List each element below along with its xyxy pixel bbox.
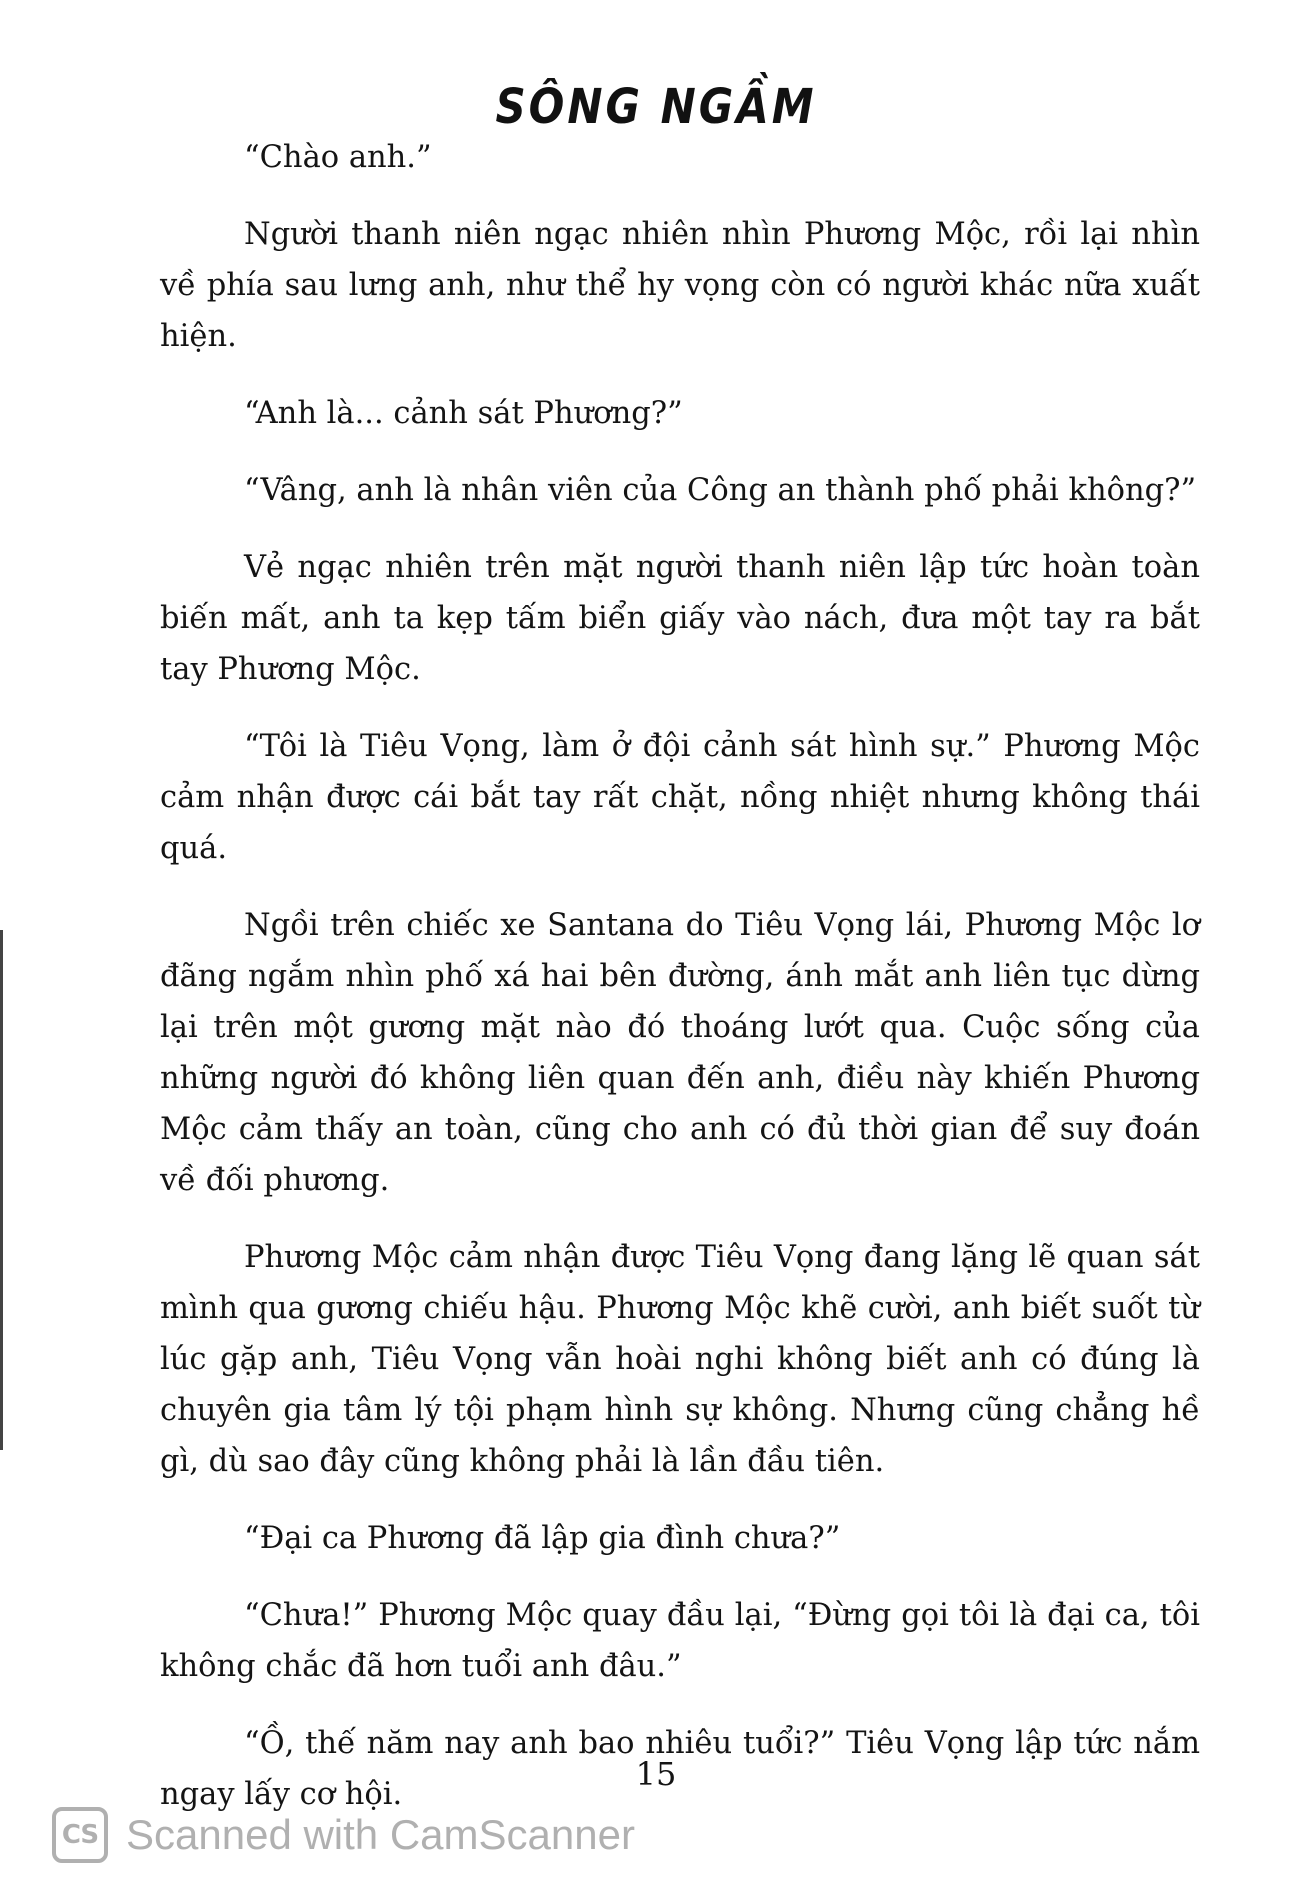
- paragraph: Phương Mộc cảm nhận được Tiêu Vọng đang lặng lẽ quan sát mình qua gương chiếu hậu. Phương Mộc khẽ cười, anh biết suốt từ lúc gặp anh, Tiêu Vọng vẫn hoài nghi không biết anh có đúng là chuyên gia tâm lý tội phạm hình sự không. Nhưng cũng chẳng hề gì, dù sao đây cũng không phải là lần đầu tiên.: [160, 1240, 1200, 1479]
- paragraph: “Anh là... cảnh sát Phương?”: [244, 396, 683, 431]
- paragraph: “Vâng, anh là nhân viên của Công an thành phố phải không?”: [244, 473, 1197, 508]
- paragraph: “Chưa!” Phương Mộc quay đầu lại, “Đừng gọi tôi là đại ca, tôi không chắc đã hơn tuổi anh đâu.”: [160, 1598, 1200, 1684]
- scan-edge-shadow: [0, 930, 3, 1450]
- body-text: [160, 132, 1200, 1846]
- camscanner-watermark: [52, 1800, 635, 1870]
- paragraph: “Ồ, thế năm nay anh bao nhiêu tuổi?” Tiêu Vọng lập tức nắm ngay lấy cơ hội.: [160, 1726, 1200, 1812]
- paragraph: Người thanh niên ngạc nhiên nhìn Phương Mộc, rồi lại nhìn về phía sau lưng anh, như thể hy vọng còn có người khác nữa xuất hiện.: [160, 217, 1200, 354]
- page-number: 15: [635, 1755, 677, 1793]
- paragraph: Vẻ ngạc nhiên trên mặt người thanh niên lập tức hoàn toàn biến mất, anh ta kẹp tấm biển giấy vào nách, đưa một tay ra bắt tay Phương Mộc.: [160, 550, 1200, 687]
- camscanner-logo-icon: CS: [52, 1807, 108, 1863]
- paragraph: “Tôi là Tiêu Vọng, làm ở đội cảnh sát hình sự.” Phương Mộc cảm nhận được cái bắt tay rất chặt, nồng nhiệt nhưng không thái quá.: [160, 729, 1200, 866]
- paragraph: “Đại ca Phương đã lập gia đình chưa?”: [244, 1521, 841, 1556]
- running-title: SÔNG NGẦM: [495, 78, 817, 135]
- watermark-text: Scanned with CamScanner: [126, 1811, 635, 1858]
- paragraph: Ngồi trên chiếc xe Santana do Tiêu Vọng lái, Phương Mộc lơ đãng ngắm nhìn phố xá hai bên đường, ánh mắt anh liên tục dừng lại trên một gương mặt nào đó thoáng lướt qua. Cuộc sống của những người đó không liên quan đến anh, điều này khiến Phương Mộc cảm thấy an toàn, cũng cho anh có đủ thời gian để suy đoán về đối phương.: [160, 908, 1200, 1198]
- paragraph: “Chào anh.”: [244, 140, 432, 175]
